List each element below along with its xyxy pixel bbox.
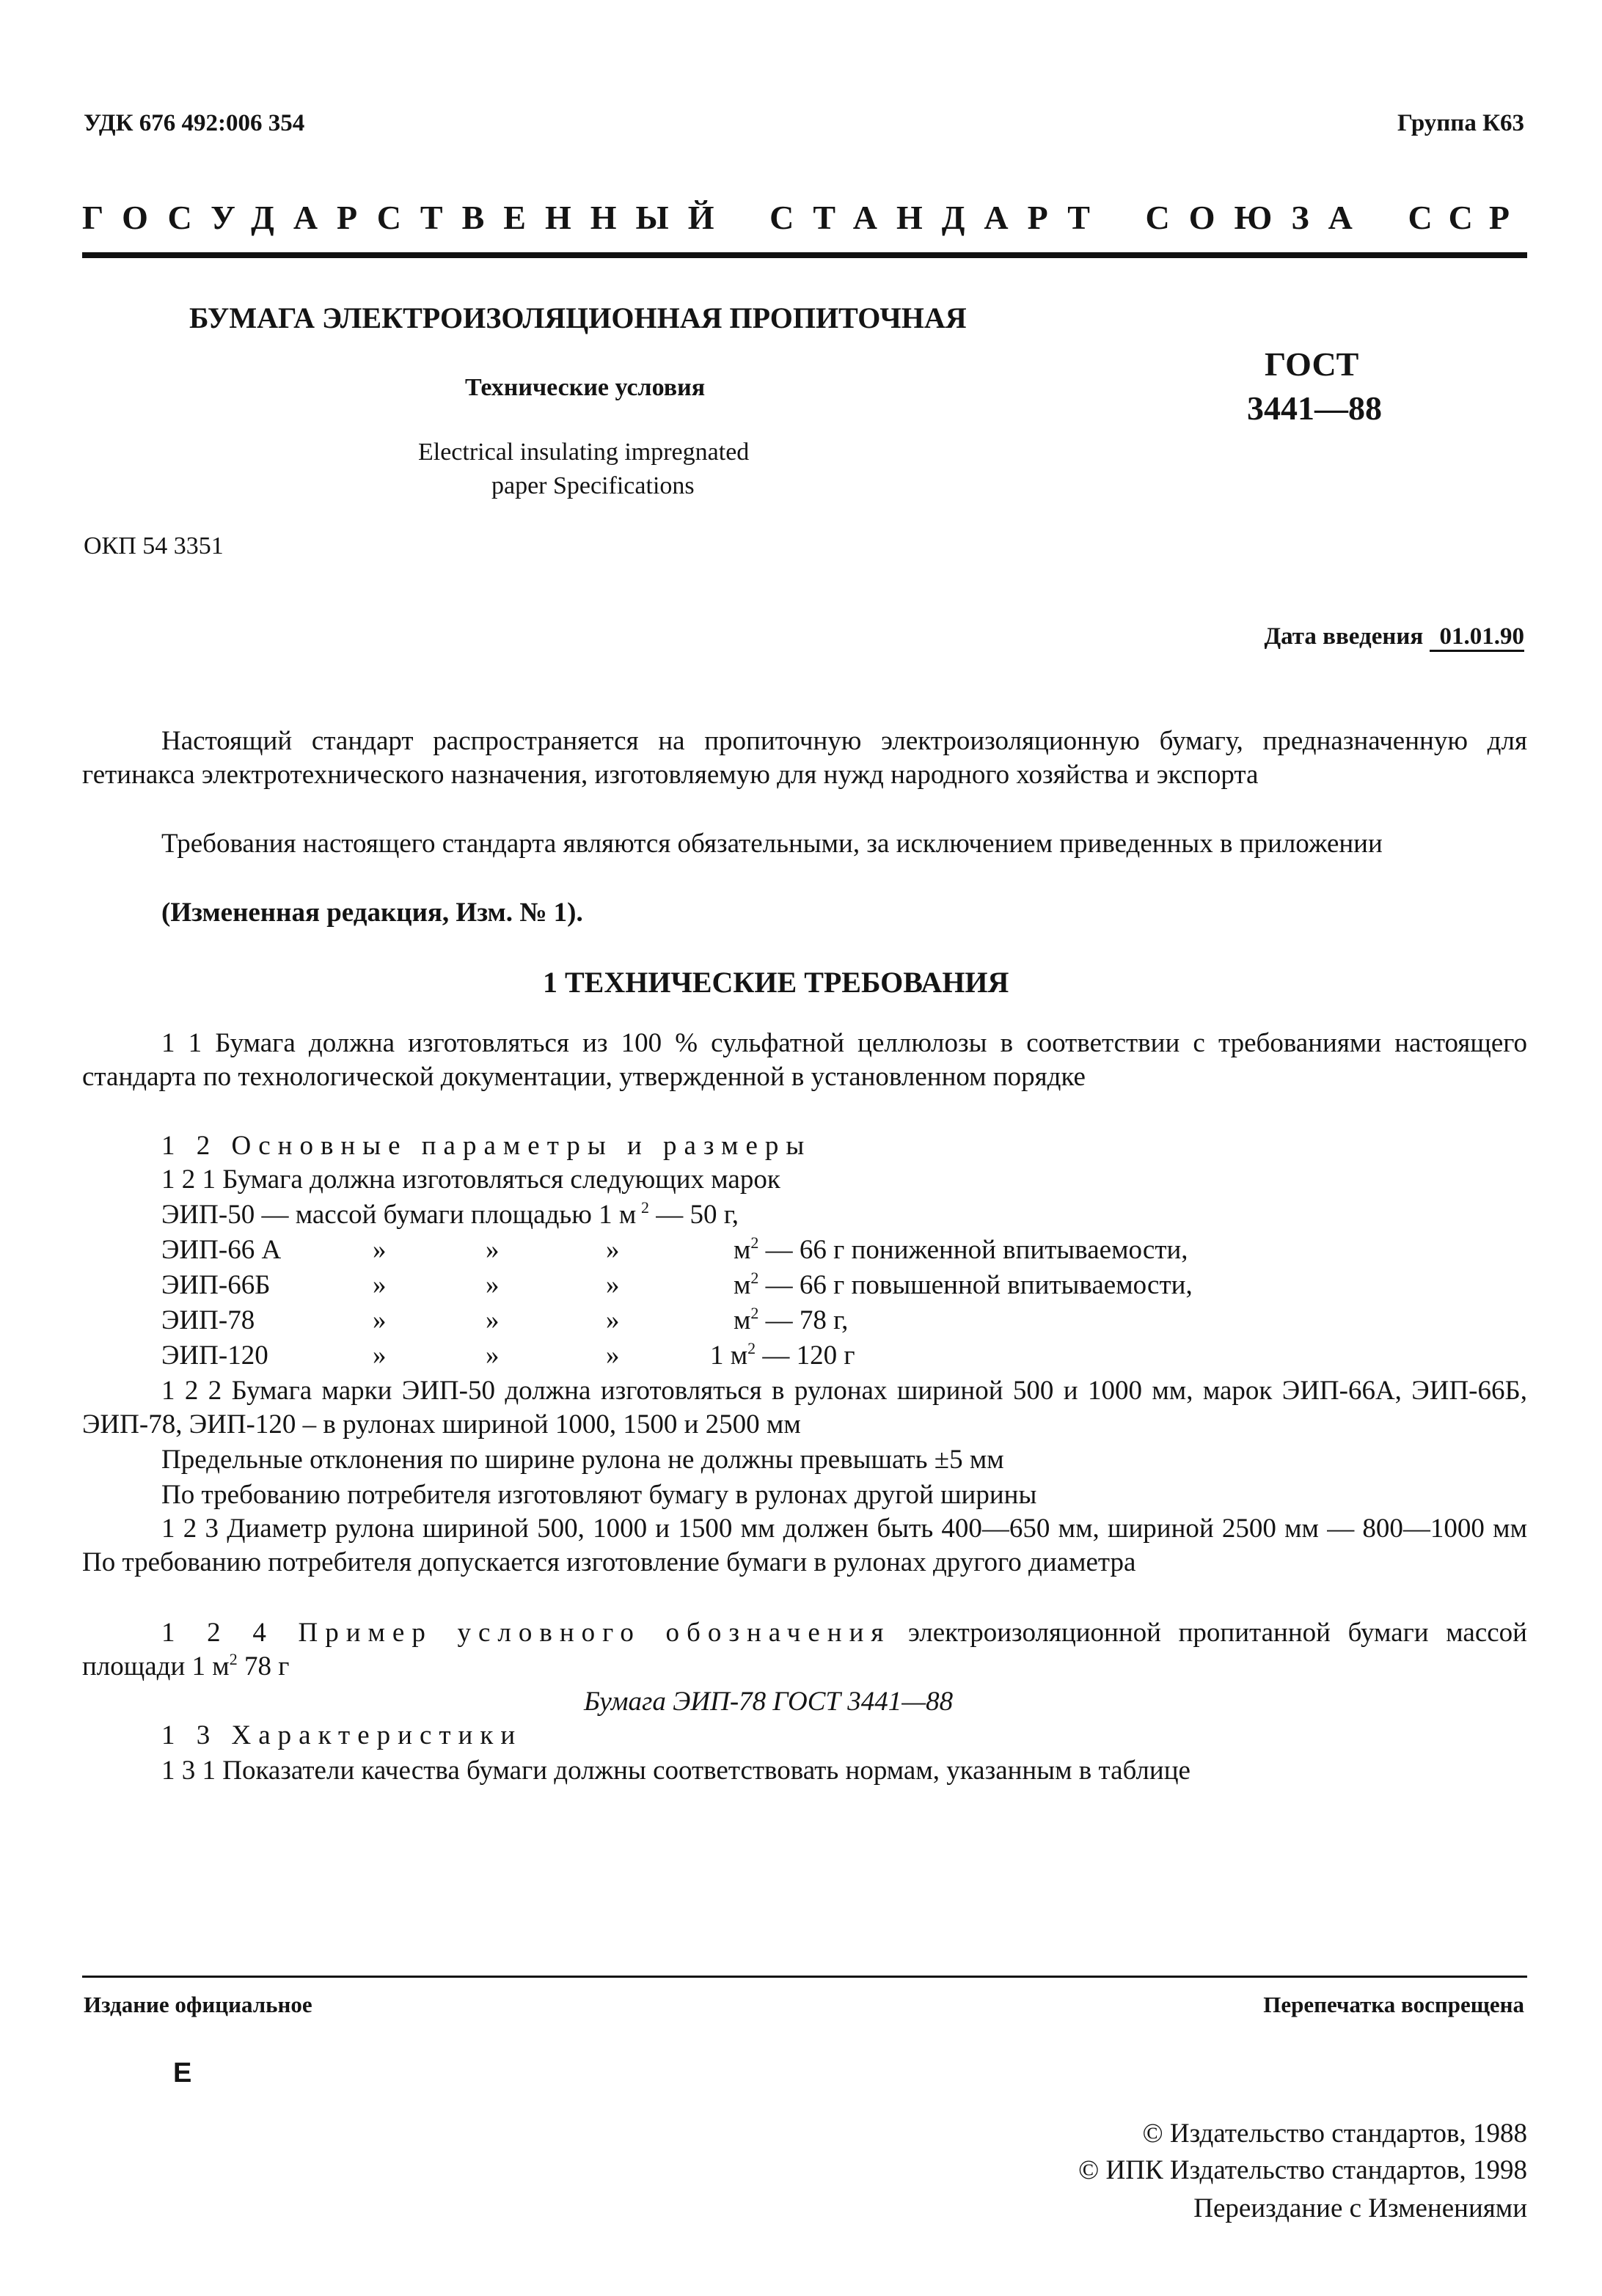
ditto-mark: »	[606, 1270, 620, 1300]
ditto-mark: »	[486, 1305, 500, 1335]
group-code: Группа К63	[1397, 110, 1524, 136]
english-title-line-1: Electrical insulating impregnated	[418, 439, 750, 466]
udk-code: УДК 676 492:006 354	[84, 110, 305, 136]
grade-name: ЭИП-66Б	[161, 1270, 271, 1300]
banner-word-2: СТАНДАРТ	[769, 199, 1109, 236]
clause-1-2-heading: 1 2 Основные параметры и размеры	[161, 1131, 812, 1161]
grade-rest: — 78 г,	[758, 1305, 849, 1335]
official-edition: Издание официальное	[84, 1992, 312, 2017]
ditto-mark: »	[486, 1340, 500, 1371]
english-title-line-2: paper Specifications	[491, 472, 695, 499]
document-page: УДК 676 492:006 354 Группа К63 ГОСУДАРСТВЕННЫЙ СТАНДАРТ СОЮЗА ССР БУМАГА ЭЛЕКТРОИЗОЛЯЦИОННАЯ ПРОПИТОЧНАЯ Технические условия Electrical insulating impregnated paper Specifications ГОСТ 3441—88 ОКП 54 3351 Дата введения 01.01.90 Настоящий стандарт распространяется на пропиточную электроизоляционную бумагу, предназначенную для гетинакса электротехнического назначения, изготовляемую для нужд народного хозяйства и экспорта Требования настоящего стандарта являются обязательными, за исключением приведенных в приложении (Измененная редакция, Изм. № 1). 1 ТЕХНИЧЕСКИЕ ТРЕБОВАНИЯ 1 1 Бумага должна изготовляться из 100 % сульфатной целлюлозы в соответствии с требованиями настоящего стандарта по технологической документации, утвержденной в установленном порядке 1 2 Основные параметры и размеры 1 2 1 Бумага должна изготовляться следующих марок ЭИП-50 — массой бумаги площадью 1 м $^2$ — 50 г, ЭИП-66 А » » » $м^2$ — 66 г пониженной впитываемости, ЭИП-66Б » » » $м^2$ — 66 г повышенной впитываемости, ЭИП-78 » » » $м^2$ — 78 г, ЭИП-120 » » » 1 $м^2$ — 120 г 1 2 2 Бумага марки ЭИП-50 должна изготовляться в рулонах шириной 500 и 1000 мм, марок ЭИП-66А, ЭИП-66Б, ЭИП-78, ЭИП-120 – в рулонах шириной 1000, 1500 и 2500 мм Предельные отклонения по ширине рулона не должны превышать ±5 мм По требованию потребителя изготовляют бумагу в рулонах другой ширины 1 2 3 Диаметр рулона шириной 500, 1000 и 1500 мм должен быть 400—650 мм, шириной 2500 мм — 800—1000 мм По требованию потребителя допускается изготовление бумаги в рулонах другого диаметра 1 2 4 Пример условного обозначения электроизоляционной пропитанной бумаги массой площади 1 $м^2$ 78 г Бумага ЭИП-78 ГОСТ 3441—88 1 3 Характеристики 1 3 1 Показатели качества бумаги должны соответствовать нормам, указанным в таблице Издание официальное Перепечатка воспрещена E © Издательство стандартов, 1988 © ИПК Издательство стандартов, 1998 Переиздание с Изменениями	[82, 110, 1527, 2223]
clause-1-1: 1 1 Бумага должна изготовляться из 100 % сульфатной целлюлозы в соответствии с требованиями настоящего стандарта по технологической документации, утвержденной в установленном порядке	[82, 1028, 1527, 1092]
banner-word-3: СОЮЗА	[1145, 199, 1372, 236]
intro-paragraph-1: Настоящий стандарт распространяется на пропиточную электроизоляционную бумагу, предназначенную для гетинакса электротехнического назначения, изготовляемую для нужд народного хозяйства и экспорта	[82, 726, 1527, 790]
gost-number: 3441—88	[1247, 389, 1382, 427]
grade-name: ЭИП-120	[161, 1340, 268, 1371]
grade-rest: — 66 г пониженной впитываемости,	[758, 1235, 1188, 1265]
copyright-1998: © ИПК Издательство стандартов, 1998	[1078, 2155, 1527, 2185]
designation-example: Бумага ЭИП-78 ГОСТ 3441—88	[584, 1687, 954, 1717]
ditto-mark: »	[373, 1270, 387, 1300]
intro-date	[1264, 623, 1524, 650]
clause-1-2-1: 1 2 1 Бумага должна изготовляться следующих марок	[161, 1164, 780, 1195]
grade-unit: м	[734, 1235, 751, 1265]
edition-letter: E	[173, 2058, 192, 2088]
gost-label: ГОСТ	[1265, 345, 1359, 383]
grade-name: ЭИП-78	[161, 1305, 255, 1335]
header-rule	[82, 252, 1527, 258]
ditto-mark: »	[606, 1235, 620, 1265]
width-deviation: Предельные отклонения по ширине рулона не должны превышать ±5 мм	[161, 1445, 1004, 1475]
clause-1-3-heading: 1 3 Характеристики	[161, 1720, 523, 1750]
okp-code: ОКП 54 3351	[84, 532, 224, 560]
intro-date-label: Дата введения	[1264, 623, 1424, 650]
clause-1-2-4-lead: 1 2 4 Пример условного обозначения	[161, 1618, 891, 1648]
grade-unit: м	[734, 1305, 751, 1335]
ditto-mark: »	[486, 1270, 500, 1300]
grade-unit: 1 м	[710, 1340, 748, 1371]
reprint-prohibited: Перепечатка воспрещена	[1263, 1992, 1524, 2017]
ditto-mark: »	[373, 1305, 387, 1335]
intro-date-value: 01.01.90	[1430, 623, 1525, 652]
amendment-note-1: (Измененная редакция, Изм. № 1).	[161, 898, 583, 928]
intro-paragraph-2: Требования настоящего стандарта являются обязательными, за исключением приведенных в приложении	[161, 829, 1383, 859]
grade-name: ЭИП-50 — массой бумаги площадью 1 м	[161, 1200, 637, 1230]
banner-word-1: ГОСУДАРСТВЕННЫЙ	[82, 199, 734, 236]
section-1-heading: 1 ТЕХНИЧЕСКИЕ ТРЕБОВАНИЯ	[543, 966, 1009, 999]
ditto-mark: »	[373, 1340, 387, 1371]
copyright-1988: © Издательство стандартов, 1988	[1142, 2119, 1527, 2149]
ditto-mark: »	[606, 1340, 620, 1371]
grade-rest: — 66 г повышенной впитываемости,	[758, 1270, 1193, 1300]
clause-1-2-4: 1 2 4 Пример условного обозначения электроизоляционной пропитанной бумаги массой площади 1 $м^2$ 78 г	[82, 1618, 1527, 1681]
footer-rule	[82, 1976, 1527, 1978]
clause-1-2-2: 1 2 2 Бумага марки ЭИП-50 должна изготовляться в рулонах шириной 500 и 1000 мм, марок ЭИП-66А, ЭИП-66Б, ЭИП-78, ЭИП-120 – в рулонах шириной 1000, 1500 и 2500 мм	[82, 1376, 1527, 1439]
width-on-request: По требованию потребителя изготовляют бумагу в рулонах другой ширины	[161, 1480, 1037, 1510]
grade-unit: м	[734, 1270, 751, 1300]
document-title: БУМАГА ЭЛЕКТРОИЗОЛЯЦИОННАЯ ПРОПИТОЧНАЯ	[189, 301, 967, 334]
banner-word-4: ССР	[1408, 199, 1526, 236]
reissue-note: Переиздание с Изменениями	[1193, 2193, 1527, 2223]
ditto-mark: »	[373, 1235, 387, 1265]
grade-rest: — 120 г	[756, 1340, 855, 1371]
state-standard-banner	[82, 198, 1526, 239]
grade-rest: — 50 г,	[649, 1200, 739, 1230]
clause-1-3-1: 1 3 1 Показатели качества бумаги должны соответствовать нормам, указанным в таблице	[161, 1756, 1190, 1786]
ditto-mark: »	[606, 1305, 620, 1335]
clause-1-2-3: 1 2 3 Диаметр рулона шириной 500, 1000 и 1500 мм должен быть 400—650 мм, шириной 2500 мм — 800—1000 мм По требованию потребителя допускается изготовление бумаги в рулонах другого диаметра	[82, 1514, 1527, 1577]
grade-name: ЭИП-66 А	[161, 1235, 282, 1265]
document-subtitle: Технические условия	[465, 374, 706, 401]
ditto-mark: »	[486, 1235, 500, 1265]
